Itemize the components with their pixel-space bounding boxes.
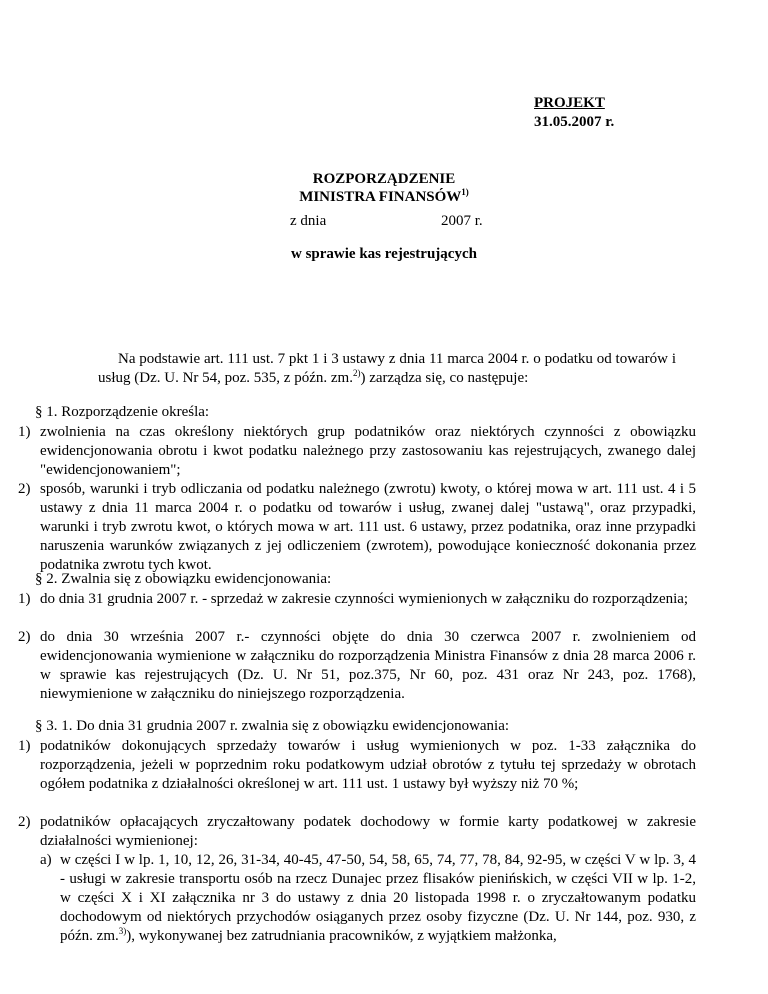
date-prefix: z dnia [290, 213, 327, 229]
section3-item-2: 2) podatników opłacających zryczałtowany podatek dochodowy w formie karty podatkowej w zakresie działalności wymienionej: [18, 814, 696, 849]
subject-title: w sprawie kas rejestrujących [291, 246, 477, 262]
section2-item-2: 2) do dnia 30 września 2007 r.- czynności objęte do dnia 30 czerwca 2007 r. zwolnieniem od ewidencjonowania wymienione w załączniku do rozporządzenia Ministra Finansów z dnia 28 marca 2006 r. w sprawie kas rejestrujących (Dz. U. Nr 51, poz.375, Nr 60, poz. 431 oraz Nr 243, poz. 1768), niewymienione w załączniku do niniejszego rozporządzenia. [18, 629, 696, 702]
section2-intro: § 2. Zwalnia się z obowiązku ewidencjonowania: [35, 571, 332, 587]
date-suffix: 2007 r. [441, 213, 483, 229]
section3-item-1: 1) podatników dokonujących sprzedaży towarów i usług wymienionych w poz. 1-33 załącznika do rozporządzenia, jeżeli w poprzednim roku podatkowym udział obrotów z tytułu tej sprzedaży w obrotach ogółem podatnika z działalności określonej w art. 111 ust. 1 ustawy był wyższy niż 70 %; [18, 738, 696, 792]
section3-subitem-a: a) w części I w lp. 1, 10, 12, 26, 31-34, 40-45, 47-50, 54, 58, 65, 74, 77, 78, 84, 92-95, w części V w lp. 3, 4 - usługi w zakresie transportu osób na rzecz Dunajec przez flisaków pienińskich, w części VII w lp. 1-2, w części X i XI załącznika nr 3 do ustawy z dnia 20 listopada 1998 r. o zryczałtowanym podatku dochodowym od niektórych przychodów osiąganych przez osoby fizyczne (Dz. U. Nr 144, poz. 930, z późn. zm.$^{3)}$), wykonywanej bez zatrudniania pracowników, z wyjątkiem małżonka, [40, 852, 696, 944]
title-line1: ROZPORZĄDZENIE [312, 171, 456, 187]
draft-label: PROJEKT [534, 95, 605, 111]
footnote-ref: 1) [461, 187, 469, 197]
section1-intro: § 1. Rozporządzenie określa: [35, 404, 210, 420]
section3-intro: § 3. 1. Do dnia 31 grudnia 2007 r. zwalnia się z obowiązku ewidencjonowania: [35, 718, 510, 734]
section1-item-1: 1) zwolnienia na czas określony niektórych grup podatników oraz niektórych czynności z obowiązku ewidencjonowania obrotu i kwot podatku należnego przy zastosowaniu kas rejestrujących, zwanego dalej "ewidencjonowaniem"; [18, 424, 696, 478]
draft-date: 31.05.2007 r. [534, 114, 615, 130]
section2-item-1: 1) do dnia 31 grudnia 2007 r. - sprzedaż w zakresie czynności wymienionych w załączniku do rozporządzenia; [18, 591, 689, 607]
title-line2: MINISTRA FINANSÓW$^{1)}$ [299, 187, 469, 205]
section1-item-2: 2) sposób, warunki i tryb odliczania od podatku należnego (zwrotu) kwoty, o której mowa w art. 111 ust. 4 i 5 ustawy z dnia 11 marca 2004 r. o podatku od towarów i usług, zwanej dalej "ustawą", oraz przypadki, warunki i tryb zwrotu kwot, o których mowa w art. 111 ust. 6 ustawy, przez podatnika, oraz inne przypadki naruszenia warunków związanych z jej odliczeniem (zwrotem), powodujące konieczność dokonania przez podatnika zwrotu tych kwot. [18, 481, 696, 573]
preamble: Na podstawie art. 111 ust. 7 pkt 1 i 3 ustawy z dnia 11 marca 2004 r. o podatku od towarów i usług (Dz. U. Nr 54, poz. 535, z późn. zm.$^{2)}$) zarządza się, co następuje: [98, 351, 676, 386]
